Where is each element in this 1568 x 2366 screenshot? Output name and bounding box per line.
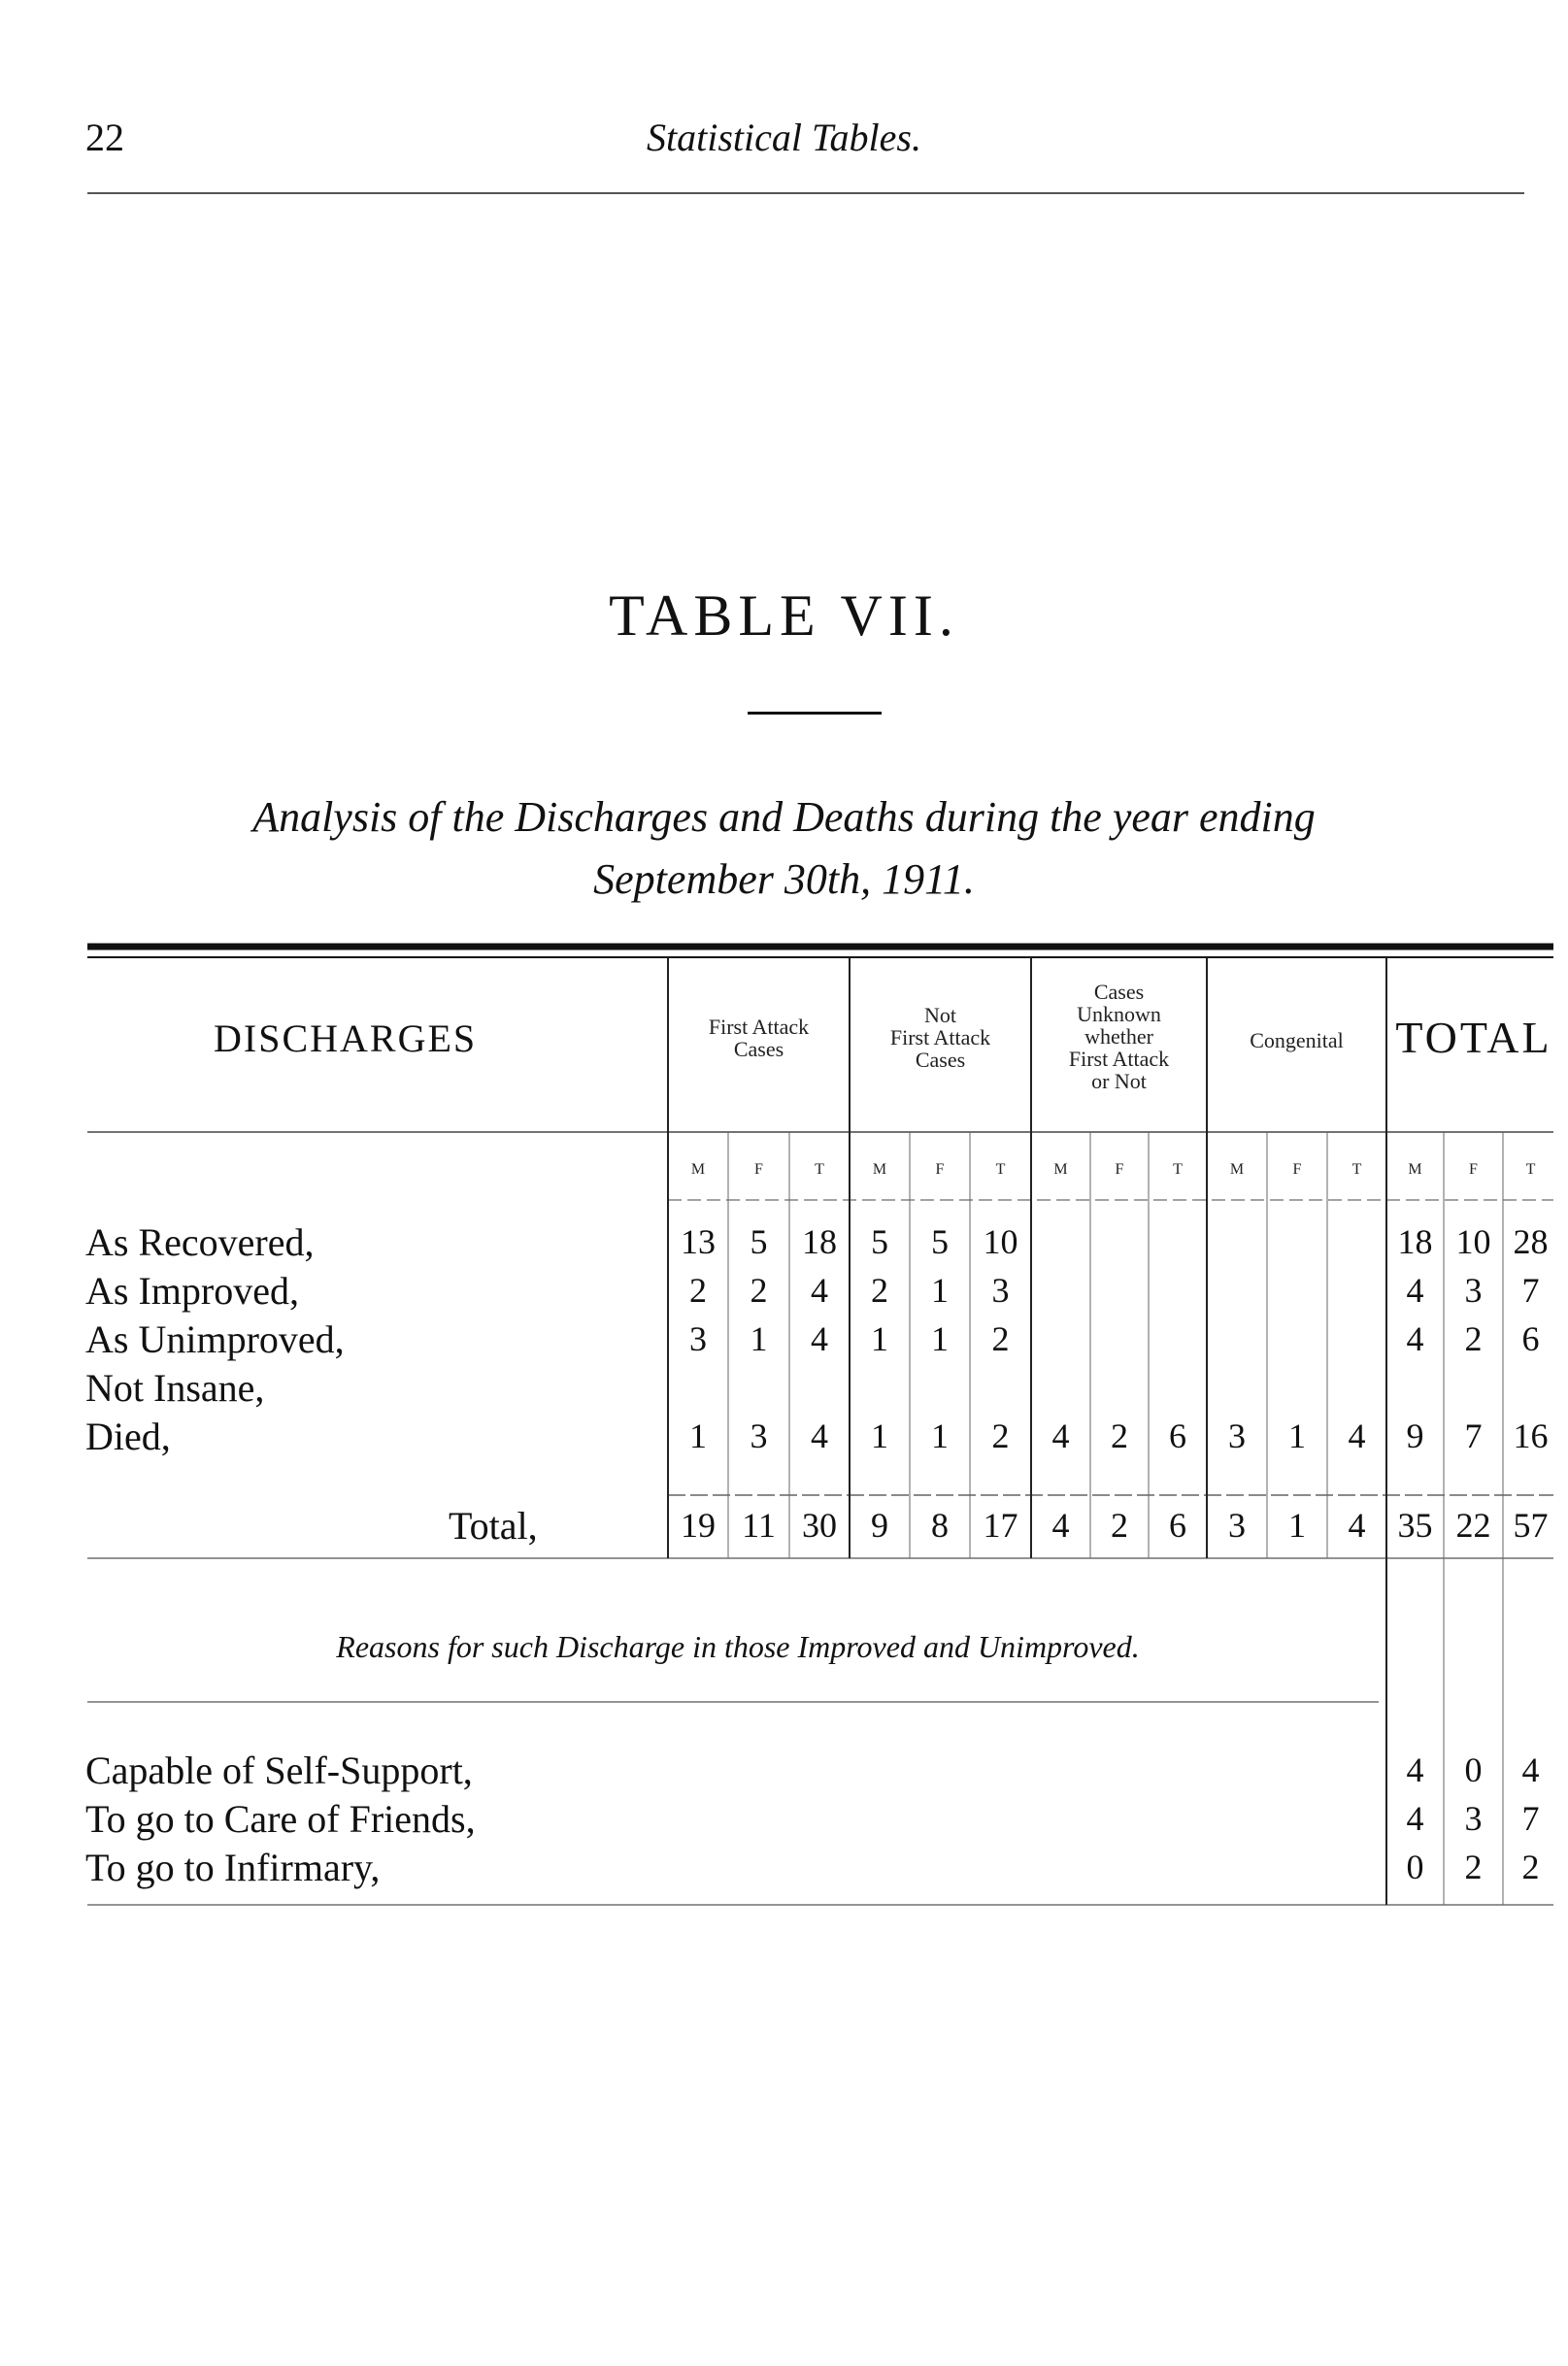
subhead-cell: M: [690, 1161, 706, 1178]
data-cell: 1: [931, 1416, 949, 1455]
total-cell: 17: [983, 1506, 1018, 1545]
data-cell: 10: [983, 1222, 1018, 1261]
subhead-cell: T: [995, 1161, 1006, 1178]
subhead-cell: M: [1408, 1161, 1422, 1178]
data-cell: 4: [811, 1319, 828, 1358]
subhead-cell: M: [1229, 1161, 1245, 1178]
data-cell: 3: [1228, 1416, 1246, 1455]
data-cell: 1: [871, 1319, 888, 1358]
reason-label: Capable of Self-Support,: [85, 1749, 473, 1792]
reason-cell: 2: [1521, 1848, 1540, 1886]
row-label: As Unimproved,: [85, 1317, 345, 1361]
data-cell: 3: [750, 1416, 768, 1455]
reason-cell: 0: [1464, 1750, 1483, 1789]
subhead-cell: M: [872, 1161, 887, 1178]
group-header-line: or Not: [1091, 1069, 1147, 1093]
running-head: Statistical Tables.: [646, 116, 921, 159]
caption-line-1: Analysis of the Discharges and Deaths during the year ending: [252, 793, 1316, 841]
reason-cell: 7: [1521, 1799, 1540, 1838]
total-cell: 19: [681, 1506, 716, 1545]
total-cell: 11: [742, 1506, 776, 1545]
group-header-unknown: [1031, 981, 1207, 1092]
total-cell: 3: [1228, 1506, 1246, 1545]
total-cell: 6: [1169, 1506, 1186, 1545]
data-cell: 13: [681, 1222, 716, 1261]
data-cell: 1: [931, 1319, 949, 1358]
header-rule: [87, 192, 1524, 194]
subhead-cell: F: [1292, 1161, 1302, 1178]
data-cell: 4: [1406, 1319, 1424, 1358]
data-cell: 2: [871, 1271, 888, 1310]
data-cell: 28: [1513, 1222, 1549, 1261]
total-cell: 57: [1513, 1506, 1549, 1545]
data-cell: 10: [1455, 1222, 1491, 1261]
total-cell: 30: [802, 1506, 837, 1545]
data-cell: 2: [991, 1319, 1010, 1358]
data-cell: 6: [1521, 1319, 1540, 1358]
caption-line-2: September 30th, 1911.: [593, 855, 975, 903]
reason-cell: 0: [1406, 1848, 1424, 1886]
group-header-line: First Attack: [1068, 1047, 1170, 1071]
group-header-line: Cases: [733, 1037, 784, 1061]
data-cell: 3: [689, 1319, 707, 1358]
data-cell: 5: [750, 1222, 768, 1261]
reason-cell: 3: [1464, 1799, 1483, 1838]
subhead-cell: T: [815, 1161, 824, 1178]
reason-cell: 2: [1464, 1848, 1483, 1886]
group-header-line: whether: [1084, 1024, 1153, 1049]
data-cell: 2: [750, 1271, 768, 1310]
group-header-line: Not: [924, 1003, 956, 1027]
row-label: Not Insane,: [85, 1366, 265, 1410]
group-header-congenital: [1207, 1029, 1386, 1051]
group-header-first-attack: [668, 1016, 850, 1060]
subhead-cell: F: [754, 1161, 763, 1178]
total-cell: 8: [931, 1506, 949, 1545]
data-cell: 1: [689, 1416, 707, 1455]
data-cell: 4: [1406, 1271, 1424, 1310]
reason-cell: 4: [1406, 1799, 1424, 1838]
data-cell: 4: [811, 1416, 828, 1455]
title-rule: [748, 712, 882, 715]
data-cell: 7: [1521, 1271, 1540, 1310]
subhead-cell: T: [1525, 1161, 1536, 1178]
group-header-line: Congenital: [1250, 1028, 1344, 1052]
row-header-label: DISCHARGES: [214, 1016, 478, 1060]
reason-label: To go to Care of Friends,: [85, 1797, 476, 1841]
data-cell: 16: [1513, 1416, 1549, 1455]
row-label: Died,: [85, 1415, 171, 1458]
data-cell: 3: [991, 1271, 1010, 1310]
data-cell: 3: [1464, 1271, 1483, 1310]
data-cell: 2: [991, 1416, 1010, 1455]
data-cell: 18: [802, 1222, 837, 1261]
group-header-line: Cases: [1093, 980, 1145, 1004]
reason-cell: 4: [1406, 1750, 1424, 1789]
data-cell: 5: [931, 1222, 949, 1261]
total-cell: 9: [871, 1506, 888, 1545]
data-cell: 2: [1111, 1416, 1128, 1455]
data-cell: 18: [1397, 1222, 1433, 1261]
total-cell: 22: [1455, 1506, 1491, 1545]
subhead-cell: F: [935, 1161, 945, 1178]
row-label: As Improved,: [85, 1269, 299, 1313]
data-cell: 9: [1406, 1416, 1424, 1455]
subhead-cell: F: [1115, 1161, 1124, 1178]
total-cell: 4: [1051, 1506, 1070, 1545]
data-cell: 6: [1169, 1416, 1186, 1455]
data-cell: 4: [1348, 1416, 1366, 1455]
row-label: As Recovered,: [85, 1220, 315, 1264]
group-header-line: First Attack: [889, 1025, 991, 1050]
group-header-line: First Attack: [708, 1015, 810, 1039]
data-cell: 1: [931, 1271, 949, 1310]
data-cell: 5: [871, 1222, 888, 1261]
total-header: TOTAL: [1395, 1013, 1552, 1062]
subhead-cell: T: [1351, 1161, 1362, 1178]
table-caption: [117, 786, 1451, 911]
page-number: 22: [85, 116, 124, 159]
group-header-line: Cases: [915, 1048, 966, 1072]
subhead-cell: M: [1053, 1161, 1068, 1178]
group-header-not-first-attack: [850, 1004, 1031, 1071]
data-cell: 2: [689, 1271, 707, 1310]
data-cell: 1: [1288, 1416, 1306, 1455]
subhead-cell: F: [1469, 1161, 1478, 1178]
reasons-heading: Reasons for such Discharge in those Improved and Unimproved.: [336, 1629, 1140, 1664]
subhead-cell: T: [1173, 1161, 1183, 1178]
data-cell: 2: [1464, 1319, 1483, 1358]
reason-cell: 4: [1521, 1750, 1540, 1789]
total-cell: 35: [1397, 1506, 1433, 1545]
data-cell: 7: [1464, 1416, 1483, 1455]
group-header-line: Unknown: [1077, 1002, 1161, 1026]
reason-label: To go to Infirmary,: [85, 1846, 381, 1889]
total-row-label: Total,: [449, 1504, 538, 1548]
data-cell: 4: [811, 1271, 828, 1310]
table-title: TABLE VII.: [609, 583, 959, 648]
data-cell: 4: [1051, 1416, 1070, 1455]
total-cell: 2: [1111, 1506, 1128, 1545]
total-cell: 4: [1348, 1506, 1366, 1545]
total-cell: 1: [1288, 1506, 1306, 1545]
data-cell: 1: [750, 1319, 768, 1358]
data-cell: 1: [871, 1416, 888, 1455]
